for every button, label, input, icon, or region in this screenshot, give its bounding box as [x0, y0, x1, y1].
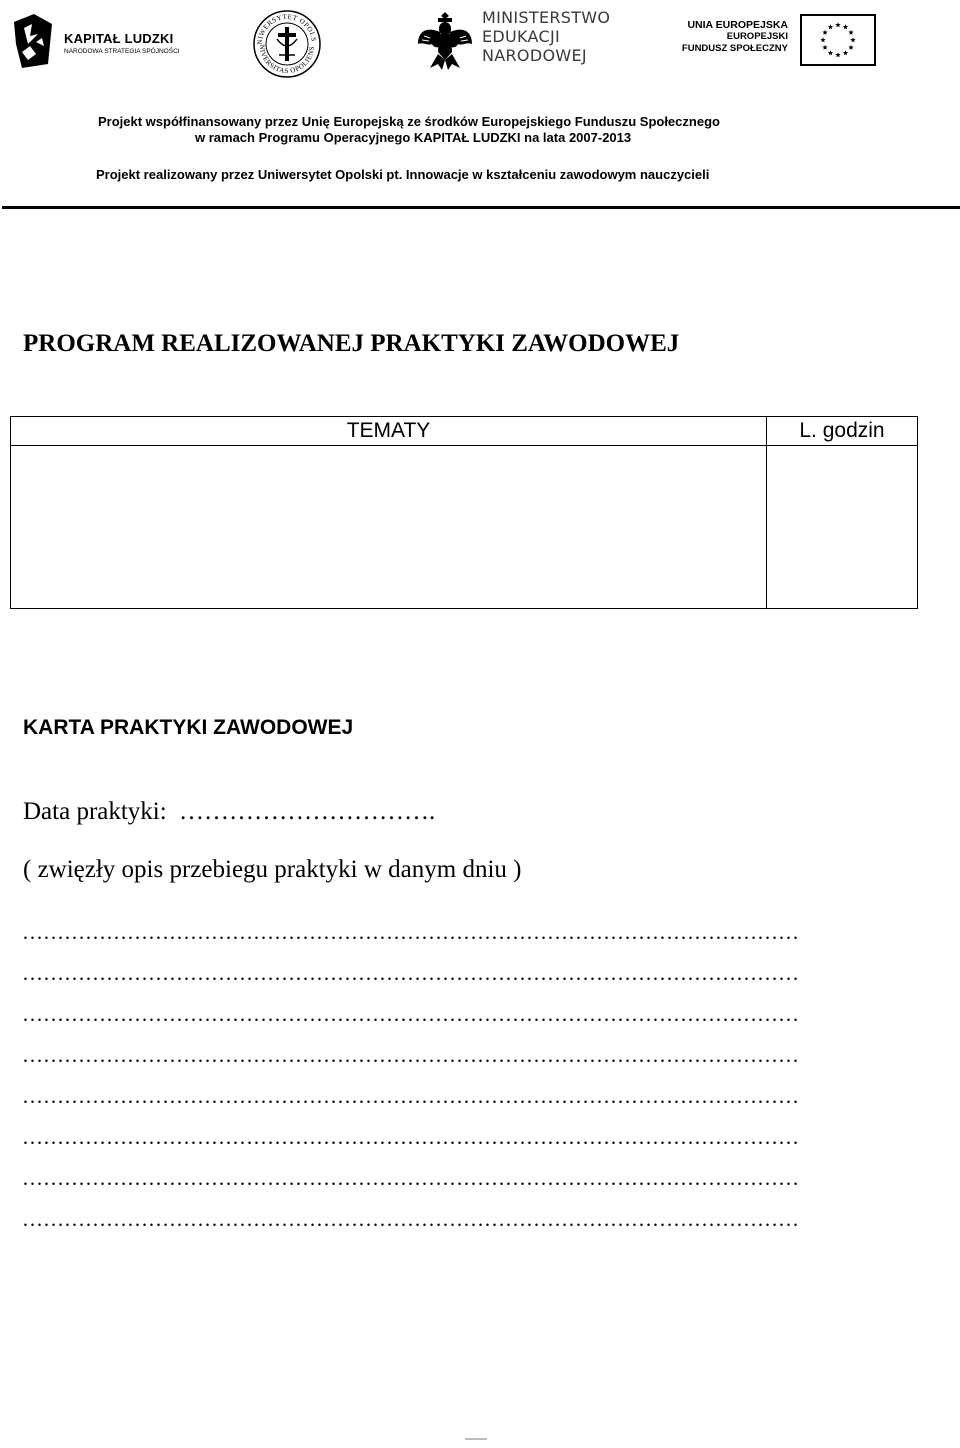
table-cell-hours[interactable] [767, 446, 917, 608]
eu-line-1: UNIA EUROPEJSKA [687, 19, 788, 31]
eu-star-icon [850, 37, 855, 42]
table-cell-topics[interactable] [11, 446, 766, 608]
eu-star-icon [843, 50, 848, 55]
eu-line-3: FUNDUSZ SPOŁECZNY [681, 43, 788, 54]
eu-star-icon [848, 30, 853, 35]
ministry-name [482, 8, 610, 65]
header-divider [2, 206, 960, 209]
kapital-ludzki-subtitle: NARODOWA STRATEGIA SPÓJNOŚCI [64, 48, 180, 55]
eu-star-icon [848, 45, 853, 50]
eagle-icon [416, 8, 474, 74]
university-seal [251, 9, 323, 79]
page-footer-mark [463, 1436, 489, 1442]
description-hint: ( zwięzły opis przebiegu praktyki w danym dniu ) [23, 856, 522, 883]
eu-star-icon [843, 24, 848, 29]
eu-line-2: EUROPEJSKI [726, 31, 788, 42]
dotted-line-4[interactable]: ………………………………………………………………………………………………… [22, 1043, 799, 1067]
dotted-line-7[interactable]: ………………………………………………………………………………………………… [22, 1166, 799, 1190]
column-header-topics: TEMATY [346, 419, 431, 442]
ministry-line-2: EDUKACJI [482, 27, 561, 46]
dotted-line-1[interactable]: ………………………………………………………………………………………………… [22, 920, 799, 944]
eu-logo [681, 14, 876, 70]
ministry-line-1: MINISTERSTWO [482, 8, 611, 27]
kapital-ludzki-title: KAPITAŁ LUDZKI [64, 31, 174, 46]
seal-top-text: NIWERSYTET OPOLS [255, 12, 318, 45]
eu-flag [800, 14, 876, 66]
university-seal-icon [251, 9, 323, 79]
kapital-ludzki-emblem-icon [14, 14, 52, 68]
eu-star-icon [822, 45, 827, 50]
ministry-line-3: NARODOWEJ [482, 46, 587, 65]
eu-text [682, 19, 788, 55]
kapital-ludzki-logo [14, 14, 204, 70]
dotted-line-8[interactable]: ………………………………………………………………………………………………… [22, 1207, 799, 1231]
eu-star-icon [820, 37, 825, 42]
internship-date-field[interactable]: …………………………. [178, 798, 436, 825]
internship-card-title: KARTA PRAKTYKI ZAWODOWEJ [23, 716, 354, 739]
eu-star-icon [835, 22, 840, 27]
dotted-line-3[interactable]: ………………………………………………………………………………………………… [22, 1002, 799, 1026]
program-title: PROGRAM REALIZOWANEJ PRAKTYKI ZAWODOWEJ [23, 330, 680, 357]
internship-date-label: Data praktyki: [23, 798, 167, 825]
dotted-line-5[interactable]: ………………………………………………………………………………………………… [22, 1084, 799, 1108]
ministry-logo [416, 6, 638, 78]
column-header-hours: L. godzin [799, 419, 885, 442]
dotted-line-2[interactable]: ………………………………………………………………………………………………… [22, 961, 799, 985]
internship-date-line [23, 798, 435, 826]
dotted-line-6[interactable]: ………………………………………………………………………………………………… [22, 1125, 799, 1149]
eu-star-icon [822, 30, 827, 35]
eu-stars-icon [802, 16, 874, 64]
project-cofinancing-line: Projekt współfinansowany przez Unię Europejską ze środków Europejskiego Funduszu Społecznego [98, 114, 720, 129]
seal-bottom-text: NIVERSITAS OPOLIENS [257, 44, 317, 76]
eu-star-icon [828, 24, 833, 29]
eu-star-icon [828, 50, 833, 55]
project-realization-line: Projekt realizowany przez Uniwersytet Opolski pt. Innowacje w kształceniu zawodowym nauczycieli [96, 167, 710, 182]
eu-star-icon [835, 52, 840, 57]
project-program-line: w ramach Programu Operacyjnego KAPITAŁ LUDZKI na lata 2007-2013 [195, 130, 632, 145]
topics-table [10, 416, 918, 609]
